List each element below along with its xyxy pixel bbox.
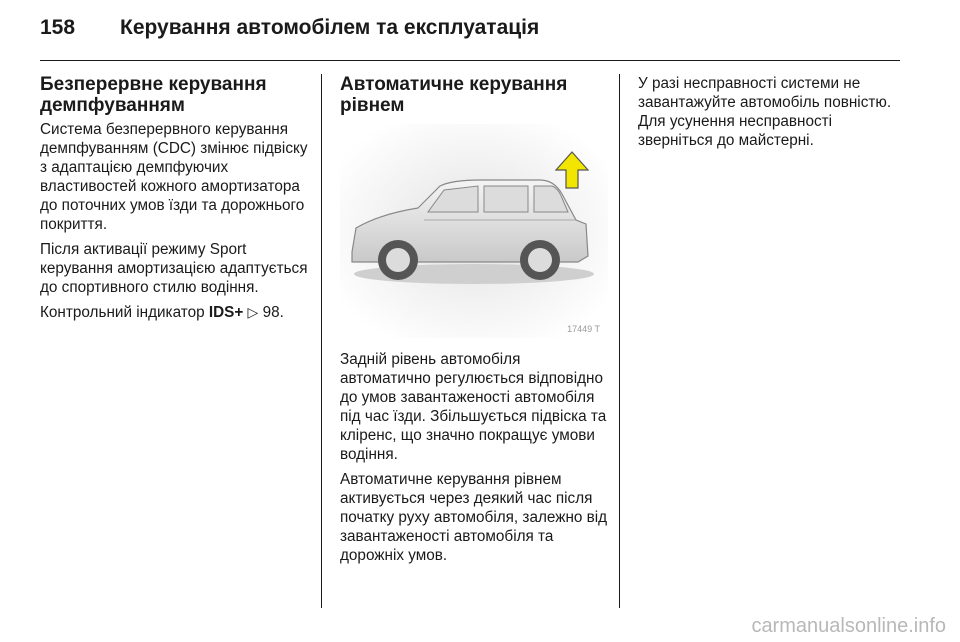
page-number: 158: [40, 16, 76, 39]
paragraph: Система безперервного керування демпфуванням (CDC) змінює підвіску з адаптацією демпфуючих властивостей кожного амортизатора до поточних умов їзди та дорожнього покриття.: [40, 121, 308, 233]
column-divider: [321, 74, 322, 608]
column-right: [638, 74, 900, 156]
chapter-title: Керування автомобілем та експлуатація: [120, 16, 540, 39]
paragraph: Після активації режиму Sport керування амортизацією адаптується до спортивного стилю водіння.: [40, 241, 308, 296]
page-ref: 98.: [258, 304, 284, 321]
car-figure: [340, 124, 608, 338]
indicator-name: IDS+: [208, 304, 244, 321]
page-ref-arrow-icon: ▷: [247, 304, 259, 320]
watermark: carmanualsonline.info: [751, 615, 946, 637]
paragraph: Задній рівень автомобіля автоматично регулюється відповідно до умов завантаженості автомобіля під час їзди. Збільшується підвіска та кліренс, що значно покращує умови водіння.: [340, 351, 607, 463]
column-middle: [340, 74, 608, 571]
header-rule: [40, 60, 900, 61]
section-heading: Автоматичне керування рівнем: [340, 74, 568, 116]
page-header: [40, 16, 900, 48]
column-left: [40, 74, 308, 328]
section-heading: Безперервне керування демпфуванням: [40, 74, 267, 116]
paragraph-indicator: [40, 303, 308, 322]
column-divider: [619, 74, 620, 608]
middle-window: [484, 186, 528, 212]
paragraph: Автоматичне керування рівнем активується через деякий час після початку руху автомобіля, залежно від завантаженості автомобіля та дорожніх умов.: [340, 471, 608, 564]
indicator-prefix: Контрольний індикатор: [40, 304, 209, 321]
figure-code: 17449 T: [567, 324, 600, 334]
car-illustration: [340, 124, 608, 338]
paragraph: У разі несправності системи не завантажуйте автомобіль повністю. Для усунення несправності зверніться до майстерні.: [638, 75, 892, 149]
